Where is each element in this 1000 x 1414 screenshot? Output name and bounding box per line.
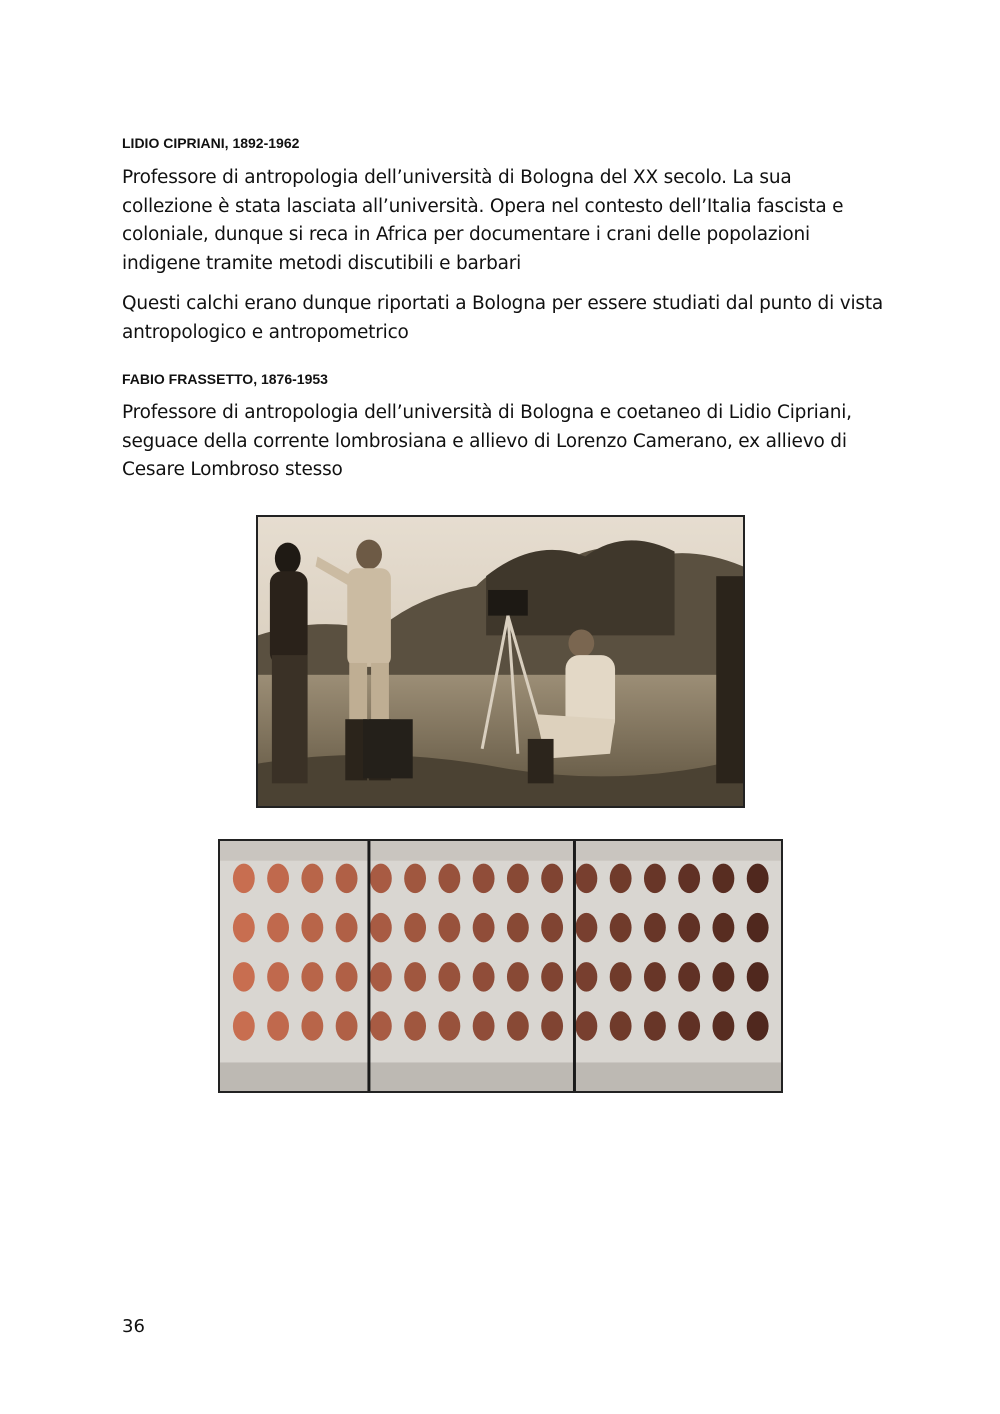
facial-cast bbox=[301, 913, 323, 943]
facial-cast bbox=[644, 1011, 666, 1041]
facial-cast bbox=[575, 962, 597, 992]
facial-cast bbox=[473, 1011, 495, 1041]
facial-cast bbox=[575, 864, 597, 894]
facial-cast bbox=[370, 1011, 392, 1041]
facial-cast bbox=[404, 962, 426, 992]
facial-cast bbox=[712, 962, 734, 992]
facial-cast bbox=[267, 864, 289, 894]
facial-cast bbox=[336, 1011, 358, 1041]
text-line: antropologico e antropometrico bbox=[122, 321, 409, 343]
facial-cast bbox=[301, 864, 323, 894]
facial-cast bbox=[747, 962, 769, 992]
museum-casts-photo bbox=[218, 839, 783, 1093]
facial-cast bbox=[610, 962, 632, 992]
facial-cast bbox=[336, 913, 358, 943]
facial-cast bbox=[473, 913, 495, 943]
paragraph-calchi bbox=[122, 290, 892, 347]
facial-cast bbox=[301, 1011, 323, 1041]
facial-cast bbox=[438, 864, 460, 894]
facial-cast bbox=[473, 962, 495, 992]
facial-cast bbox=[747, 1011, 769, 1041]
facial-cast bbox=[712, 913, 734, 943]
text-line: seguace della corrente lombrosiana e allievo di Lorenzo Camerano, ex allievo di bbox=[122, 430, 847, 452]
facial-cast bbox=[610, 1011, 632, 1041]
facial-cast bbox=[507, 913, 529, 943]
facial-cast bbox=[336, 962, 358, 992]
text-line: Questi calchi erano dunque riportati a Bologna per essere studiati dal punto di vista bbox=[122, 293, 884, 314]
facial-cast bbox=[233, 962, 255, 992]
facial-cast bbox=[610, 864, 632, 894]
facial-cast bbox=[678, 864, 700, 894]
facial-cast bbox=[301, 962, 323, 992]
facial-cast bbox=[712, 864, 734, 894]
historical-photo bbox=[256, 515, 745, 808]
facial-cast bbox=[678, 1011, 700, 1041]
facial-cast bbox=[541, 1011, 563, 1041]
text-line: indigene tramite metodi discutibili e barbari bbox=[122, 252, 522, 274]
facial-cast bbox=[678, 913, 700, 943]
facial-cast bbox=[370, 913, 392, 943]
facial-cast bbox=[678, 962, 700, 992]
text-line: Cesare Lombroso stesso bbox=[122, 459, 343, 480]
facial-cast bbox=[507, 962, 529, 992]
facial-cast bbox=[404, 913, 426, 943]
facial-cast bbox=[575, 1011, 597, 1041]
facial-cast bbox=[370, 962, 392, 992]
facial-cast bbox=[438, 1011, 460, 1041]
facial-cast bbox=[370, 864, 392, 894]
text-line: collezione è stata lasciata all’università. Opera nel contesto dell’Italia fascista e bbox=[122, 195, 844, 217]
facial-cast bbox=[267, 1011, 289, 1041]
facial-cast bbox=[507, 1011, 529, 1041]
facial-cast bbox=[267, 913, 289, 943]
facial-cast bbox=[747, 913, 769, 943]
facial-cast bbox=[644, 962, 666, 992]
section-heading-frassetto: FABIO FRASSETTO, 1876-1953 bbox=[122, 371, 328, 387]
facial-cast bbox=[541, 962, 563, 992]
facial-cast bbox=[336, 864, 358, 894]
facial-cast bbox=[438, 913, 460, 943]
facial-cast bbox=[541, 913, 563, 943]
facial-cast bbox=[747, 864, 769, 894]
facial-cast bbox=[267, 962, 289, 992]
facial-cast bbox=[644, 864, 666, 894]
facial-cast bbox=[438, 962, 460, 992]
section-heading-cipriani: LIDIO CIPRIANI, 1892-1962 bbox=[122, 135, 300, 151]
facial-cast bbox=[541, 864, 563, 894]
paragraph-frassetto-bio bbox=[122, 399, 892, 485]
facial-cast bbox=[233, 1011, 255, 1041]
facial-cast bbox=[507, 864, 529, 894]
facial-cast bbox=[575, 913, 597, 943]
facial-cast bbox=[644, 913, 666, 943]
facial-cast bbox=[233, 864, 255, 894]
facial-cast bbox=[404, 1011, 426, 1041]
facial-cast bbox=[610, 913, 632, 943]
facial-cast bbox=[233, 913, 255, 943]
text-line: Professore di antropologia dell’università di Bologna e coetaneo di Lidio Cipriani, bbox=[122, 402, 852, 423]
text-line: coloniale, dunque si reca in Africa per documentare i crani delle popolazioni bbox=[122, 224, 810, 245]
paragraph-cipriani-bio bbox=[122, 164, 892, 278]
facial-cast bbox=[712, 1011, 734, 1041]
page-number: 36 bbox=[122, 1316, 145, 1337]
text-line: Professore di antropologia dell’università di Bologna del XX secolo. La sua bbox=[122, 167, 792, 188]
facial-cast bbox=[404, 864, 426, 894]
facial-cast bbox=[473, 864, 495, 894]
